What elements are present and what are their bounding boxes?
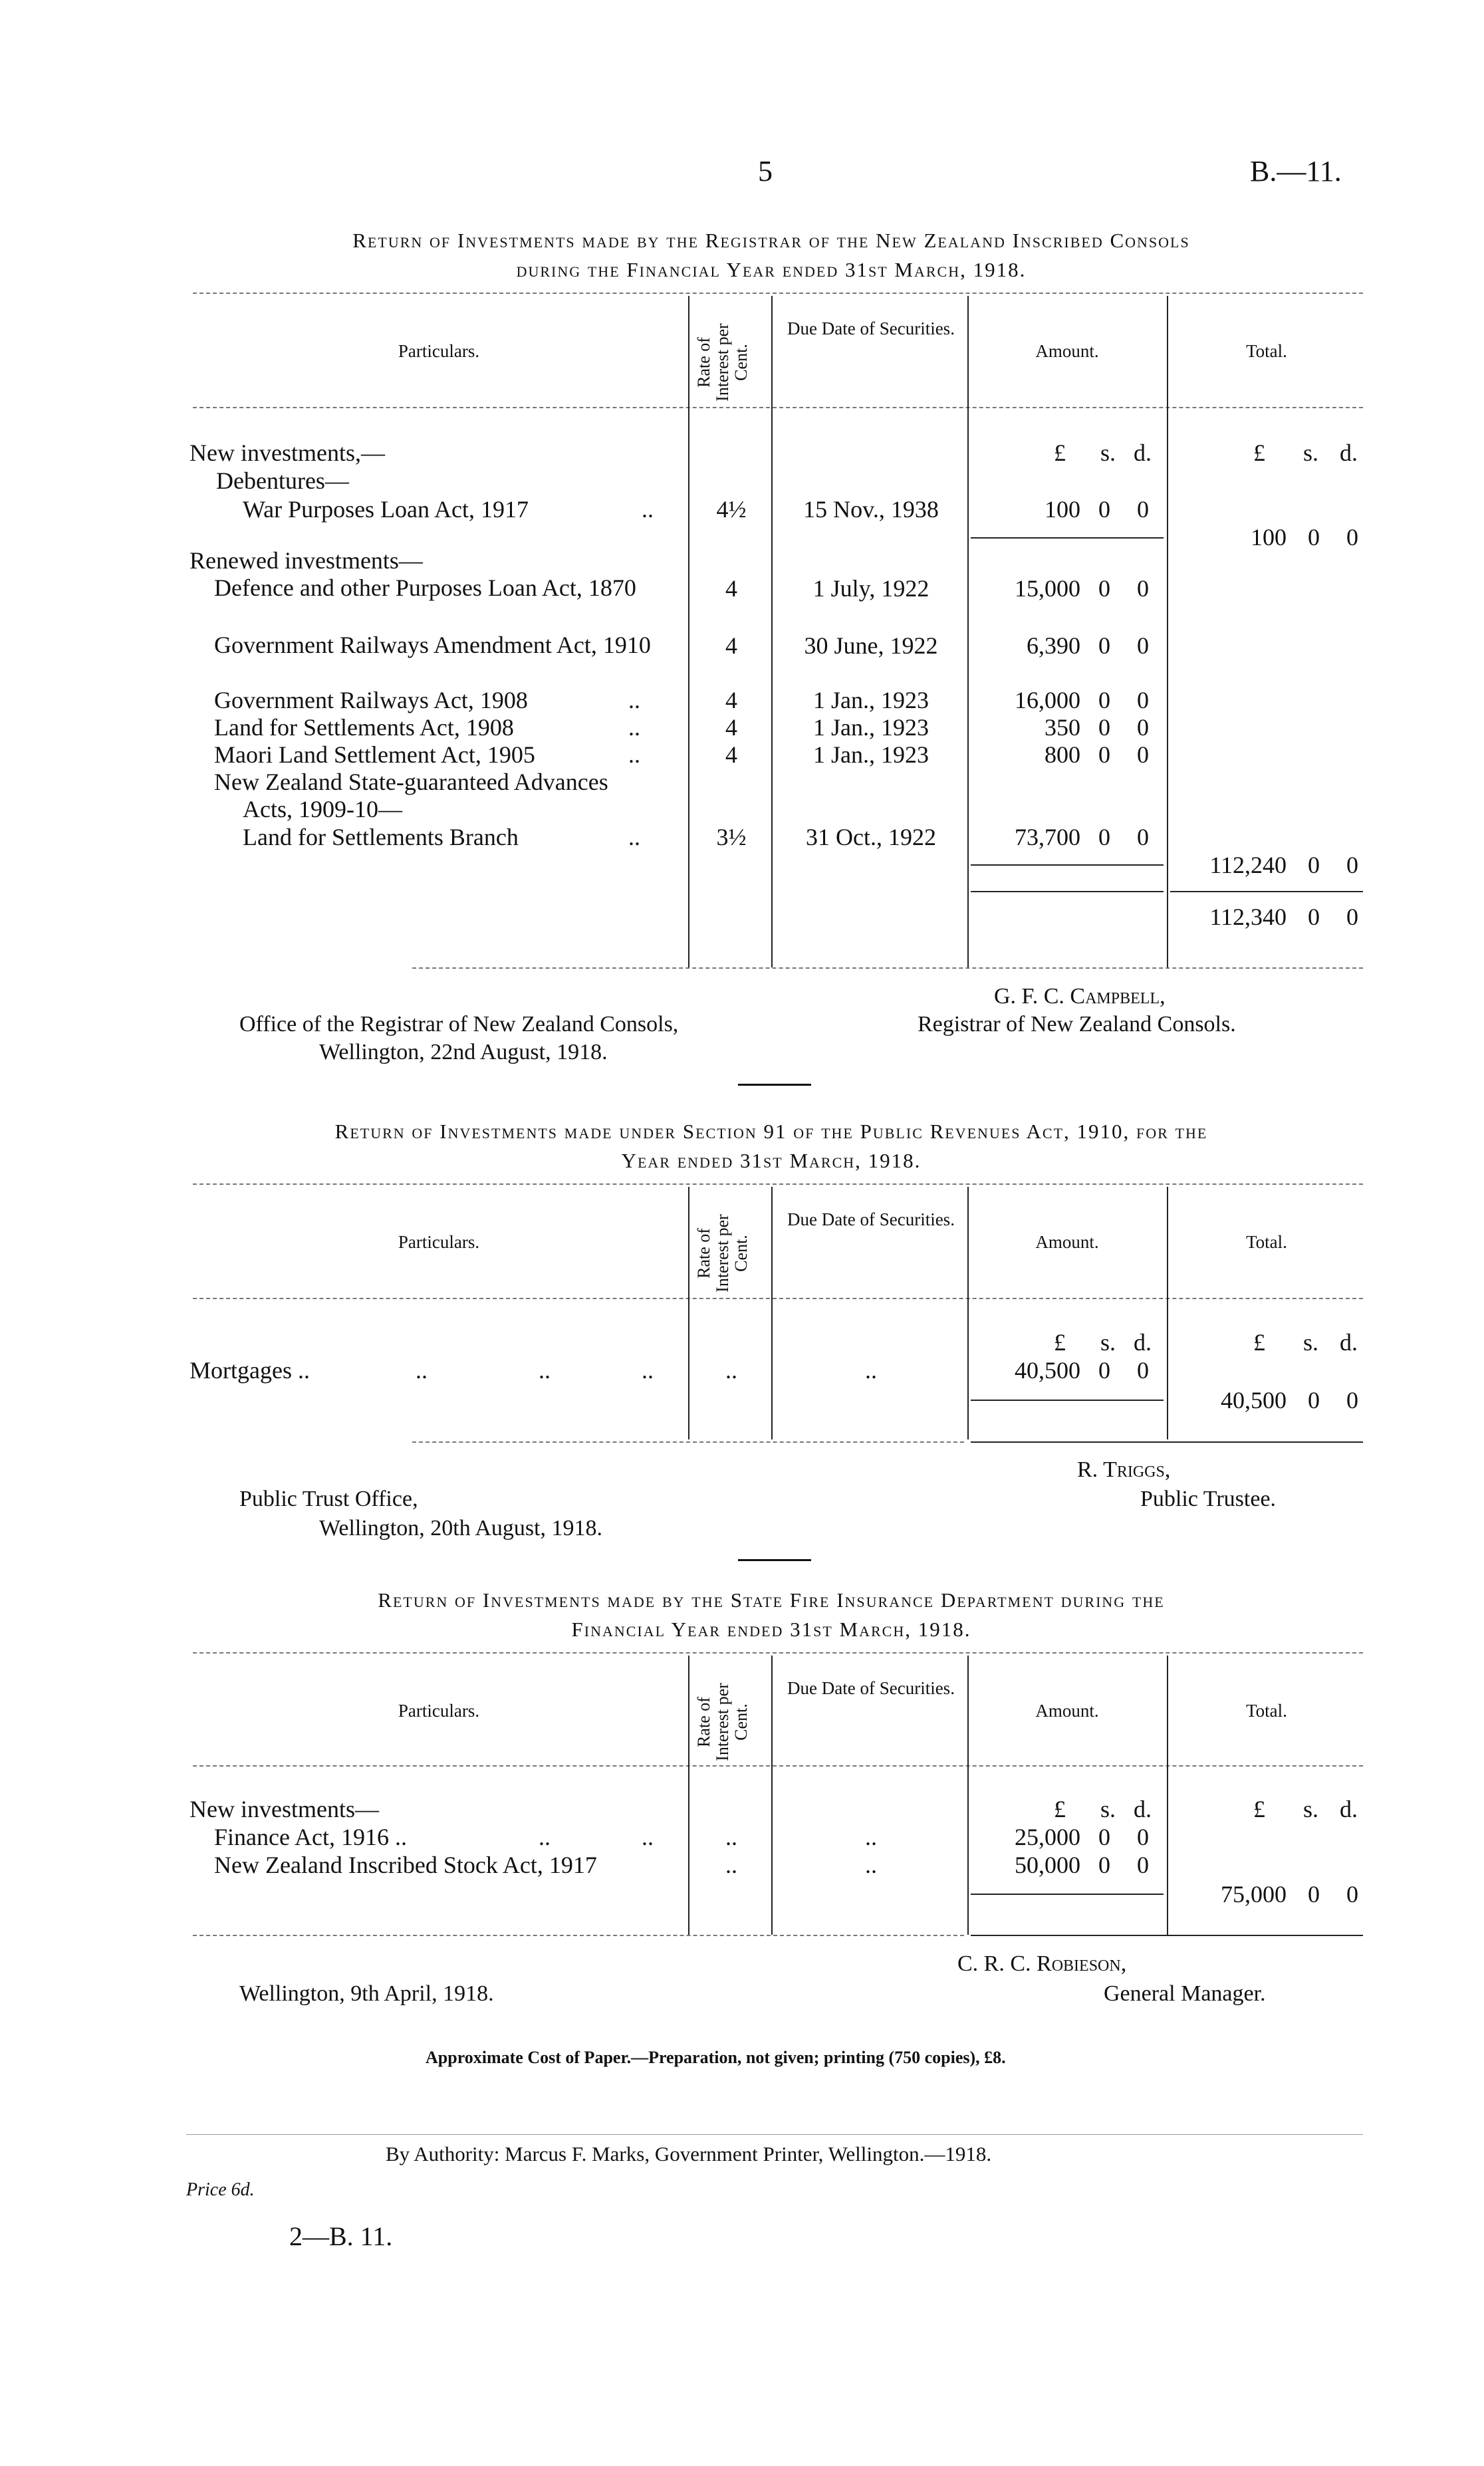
- leader-dots: ..: [539, 1824, 551, 1850]
- row-rate: ..: [725, 1357, 737, 1384]
- pound-label: £: [1253, 1796, 1265, 1822]
- document-reference: B.—11.: [1250, 155, 1342, 187]
- section-separator: [738, 1084, 811, 1086]
- table-bottom-rule: [193, 1935, 964, 1936]
- row-amount-pounds: 25,000: [1015, 1824, 1080, 1850]
- row-particulars: Government Railways Act, 1908: [214, 687, 528, 713]
- row-amount-pence: 0: [1137, 1852, 1149, 1878]
- row-amount-pence: 0: [1137, 1824, 1149, 1850]
- row-amount-shillings: 0: [1098, 1824, 1110, 1850]
- leader-dots: ..: [642, 1357, 654, 1384]
- row-rate: 4½: [716, 496, 747, 523]
- column-divider: [771, 1656, 773, 1935]
- section-title: Return of Investments made by the Registrar of the New Zealand Inscribed Consols: [352, 229, 1190, 252]
- total-pence: 0: [1346, 1387, 1358, 1414]
- column-divider: [688, 1656, 689, 1935]
- row-due-date: ..: [865, 1357, 877, 1384]
- leader-dots: ..: [416, 1357, 428, 1384]
- leader-dots: ..: [642, 1824, 654, 1850]
- total-pence: 0: [1346, 1881, 1358, 1908]
- row-amount-shillings: 0: [1098, 714, 1110, 741]
- column-divider: [967, 1656, 969, 1935]
- section-separator: [738, 1559, 811, 1561]
- pound-label: £: [1253, 439, 1265, 466]
- row-rate: 4: [725, 741, 737, 768]
- total-shillings: 0: [1308, 1387, 1320, 1414]
- column-divider: [688, 1187, 689, 1439]
- column-divider: [688, 296, 689, 967]
- group-label: New investments—: [189, 1796, 379, 1822]
- column-header-total: Total.: [1246, 1701, 1287, 1721]
- row-particulars: Maori Land Settlement Act, 1905: [214, 741, 535, 768]
- row-amount-pence: 0: [1137, 575, 1149, 602]
- row-amount-pence: 0: [1137, 496, 1149, 523]
- column-divider: [1167, 1187, 1168, 1439]
- column-header-particulars: Particulars.: [398, 1701, 480, 1721]
- grand-total-shillings: 0: [1308, 904, 1320, 930]
- subgroup-label: New Zealand State-guaranteed Advances: [214, 769, 608, 795]
- column-divider: [967, 1187, 969, 1439]
- section-title-line2: Year ended 31st March, 1918.: [621, 1149, 922, 1172]
- footer-rule: [186, 2134, 1363, 2135]
- signer-title: Public Trustee.: [1140, 1487, 1277, 1511]
- leader-dots: ..: [628, 741, 640, 768]
- pound-label: £: [1054, 1329, 1066, 1356]
- row-amount-shillings: 0: [1098, 575, 1110, 602]
- shilling-label: s.: [1303, 1796, 1319, 1822]
- row-amount-pounds: 73,700: [1015, 824, 1080, 850]
- row-amount-shillings: 0: [1098, 824, 1110, 850]
- pound-label: £: [1054, 1796, 1066, 1822]
- subtotal-pounds: 100: [1251, 524, 1287, 551]
- grand-total-pounds: 112,340: [1209, 904, 1287, 930]
- pound-label: £: [1054, 439, 1066, 466]
- sheet-signature: 2—B. 11.: [289, 2221, 393, 2251]
- pence-label: d.: [1134, 1329, 1152, 1356]
- signer-name-text: G. F. C. Campbell,: [994, 984, 1166, 1009]
- row-due-date: 1 Jan., 1923: [813, 714, 929, 741]
- subtotal-rule: [971, 537, 1164, 539]
- price-label: Price 6d.: [186, 2179, 255, 2200]
- table-top-rule: [193, 1652, 1363, 1654]
- leader-dots: ..: [628, 714, 640, 741]
- section-title-line2: during the Financial Year ended 31st March, 1918.: [516, 258, 1027, 281]
- signer-title: General Manager.: [1104, 1981, 1266, 2006]
- column-header-amount: Amount.: [1035, 1701, 1099, 1721]
- subtotal-rule: [971, 1400, 1164, 1401]
- row-amount-shillings: 0: [1098, 632, 1110, 659]
- row-due-date: 15 Nov., 1938: [803, 496, 939, 523]
- shilling-label: s.: [1303, 1329, 1319, 1356]
- leader-dots: ..: [628, 687, 640, 713]
- column-header-due-date: Due Date of Securities.: [787, 1209, 955, 1229]
- column-divider: [771, 1187, 773, 1439]
- signer-name-text: R. Triggs,: [1077, 1457, 1171, 1482]
- column-header-total: Total.: [1246, 341, 1287, 361]
- row-amount-shillings: 0: [1098, 496, 1110, 523]
- row-amount-pence: 0: [1137, 1357, 1149, 1384]
- signer-title: Registrar of New Zealand Consols.: [918, 1012, 1236, 1037]
- column-divider: [1167, 1656, 1168, 1935]
- subtotal-pence: 0: [1346, 852, 1358, 878]
- table-header-rule: [193, 1765, 1363, 1767]
- column-header-rate: Rate of Interest per Cent.: [694, 1683, 751, 1761]
- office-date: Wellington, 22nd August, 1918.: [319, 1040, 608, 1064]
- leader-dots: ..: [539, 1357, 551, 1384]
- row-amount-pounds: 800: [1045, 741, 1080, 768]
- row-amount-pounds: 50,000: [1015, 1852, 1080, 1878]
- column-header-rate: Rate of Interest per Cent.: [694, 323, 751, 402]
- group-label: New investments,—: [189, 439, 385, 466]
- row-particulars: New Zealand Inscribed Stock Act, 1917: [214, 1852, 597, 1878]
- subtotal-rule: [971, 864, 1164, 866]
- total-rule: [1170, 891, 1363, 892]
- subgroup-label: Acts, 1909-10—: [243, 796, 402, 822]
- row-amount-pence: 0: [1137, 687, 1149, 713]
- row-particulars: Defence and other Purposes Loan Act, 1870: [214, 574, 636, 601]
- table-bottom-rule: [412, 1441, 964, 1443]
- table-top-rule: [193, 1183, 1363, 1185]
- subtotal-pounds: 112,240: [1209, 852, 1287, 878]
- office-address: Office of the Registrar of New Zealand Consols,: [239, 1012, 679, 1037]
- column-header-amount: Amount.: [1035, 341, 1099, 361]
- row-amount-pence: 0: [1137, 824, 1149, 850]
- table-bottom-rule: [971, 1441, 1363, 1443]
- grand-total-pence: 0: [1346, 904, 1358, 930]
- row-rate: 4: [725, 632, 737, 659]
- shilling-label: s.: [1100, 1329, 1116, 1356]
- subtotal-rule: [971, 1894, 1164, 1895]
- row-amount-pence: 0: [1137, 714, 1149, 741]
- table-bottom-rule: [412, 967, 1363, 969]
- row-rate: 4: [725, 714, 737, 741]
- row-due-date: 1 Jan., 1923: [813, 687, 929, 713]
- subtotal-shillings: 0: [1308, 524, 1320, 551]
- pence-label: d.: [1340, 1796, 1358, 1822]
- signer-name: [1077, 1457, 1170, 1483]
- row-amount-pounds: 15,000: [1015, 575, 1080, 602]
- pence-label: d.: [1340, 1329, 1358, 1356]
- row-amount-pounds: 16,000: [1015, 687, 1080, 713]
- row-particulars: Government Railways Amendment Act, 1910: [214, 632, 651, 658]
- column-header-total: Total.: [1246, 1232, 1287, 1252]
- column-divider: [1167, 296, 1168, 967]
- subtotal-shillings: 0: [1308, 852, 1320, 878]
- row-amount-pounds: 6,390: [1027, 632, 1080, 659]
- row-particulars: Land for Settlements Branch: [243, 824, 519, 850]
- signer-name: [957, 1951, 1126, 1977]
- printer-imprint: By Authority: Marcus F. Marks, Government Printer, Wellington.—1918.: [386, 2142, 992, 2165]
- total-shillings: 0: [1308, 1881, 1320, 1908]
- total-pounds: 40,500: [1221, 1387, 1287, 1414]
- group-label: Renewed investments—: [189, 547, 423, 574]
- row-amount-shillings: 0: [1098, 1852, 1110, 1878]
- office-date: Wellington, 20th August, 1918.: [319, 1516, 603, 1541]
- column-header-particulars: Particulars.: [398, 341, 480, 361]
- section-title: Return of Investments made by the State Fire Insurance Department during the: [378, 1588, 1165, 1612]
- row-due-date: 31 Oct., 1922: [806, 824, 936, 850]
- row-amount-pence: 0: [1137, 632, 1149, 659]
- row-due-date: ..: [865, 1824, 877, 1850]
- row-due-date: 1 July, 1922: [812, 575, 929, 602]
- leader-dots: ..: [642, 496, 654, 523]
- column-divider: [771, 296, 773, 967]
- pence-label: d.: [1340, 439, 1358, 466]
- column-header-rate: Rate of Interest per Cent.: [694, 1214, 751, 1293]
- row-particulars: Mortgages ..: [189, 1357, 310, 1384]
- row-due-date: 30 June, 1922: [804, 632, 938, 659]
- row-amount-pounds: 40,500: [1015, 1357, 1080, 1384]
- row-amount-shillings: 0: [1098, 687, 1110, 713]
- row-amount-pounds: 100: [1045, 496, 1080, 523]
- table-top-rule: [193, 293, 1363, 294]
- column-divider: [967, 296, 969, 967]
- pence-label: d.: [1134, 1796, 1152, 1822]
- page-number: 5: [758, 155, 773, 187]
- cost-note: Approximate Cost of Paper.—Preparation, not given; printing (750 copies), £8.: [426, 2048, 1006, 2067]
- row-amount-shillings: 0: [1098, 741, 1110, 768]
- row-due-date: 1 Jan., 1923: [813, 741, 929, 768]
- row-rate: 4: [725, 575, 737, 602]
- signer-name-text: C. R. C. Robieson,: [957, 1951, 1127, 1976]
- row-rate: ..: [725, 1852, 737, 1878]
- total-rule: [971, 891, 1164, 892]
- row-rate: 3½: [716, 824, 747, 850]
- row-due-date: ..: [865, 1852, 877, 1878]
- table-header-rule: [193, 1298, 1363, 1299]
- shilling-label: s.: [1100, 439, 1116, 466]
- row-particulars: Finance Act, 1916 ..: [214, 1824, 407, 1850]
- row-amount-pence: 0: [1137, 741, 1149, 768]
- column-header-amount: Amount.: [1035, 1232, 1099, 1252]
- office-date: Wellington, 9th April, 1918.: [239, 1981, 494, 2006]
- column-header-particulars: Particulars.: [398, 1232, 480, 1252]
- pence-label: d.: [1134, 439, 1152, 466]
- section-title-line2: Financial Year ended 31st March, 1918.: [571, 1618, 971, 1641]
- row-rate: ..: [725, 1824, 737, 1850]
- total-pounds: 75,000: [1221, 1881, 1287, 1908]
- row-particulars: Land for Settlements Act, 1908: [214, 714, 514, 741]
- row-amount-shillings: 0: [1098, 1357, 1110, 1384]
- subtotal-pence: 0: [1346, 524, 1358, 551]
- row-particulars: War Purposes Loan Act, 1917: [243, 496, 529, 523]
- row-amount-pounds: 350: [1045, 714, 1080, 741]
- table-header-rule: [193, 407, 1363, 408]
- shilling-label: s.: [1303, 439, 1319, 466]
- signer-name: [994, 984, 1166, 1009]
- row-rate: 4: [725, 687, 737, 713]
- table-bottom-rule: [971, 1935, 1363, 1936]
- shilling-label: s.: [1100, 1796, 1116, 1822]
- column-header-due-date: Due Date of Securities.: [787, 1678, 955, 1698]
- subgroup-label: Debentures—: [216, 467, 349, 494]
- office-address: Public Trust Office,: [239, 1487, 418, 1511]
- section-title: Return of Investments made under Section 91 of the Public Revenues Act, 1910, for the: [334, 1120, 1208, 1143]
- column-header-due-date: Due Date of Securities.: [787, 318, 955, 338]
- pound-label: £: [1253, 1329, 1265, 1356]
- leader-dots: ..: [628, 824, 640, 850]
